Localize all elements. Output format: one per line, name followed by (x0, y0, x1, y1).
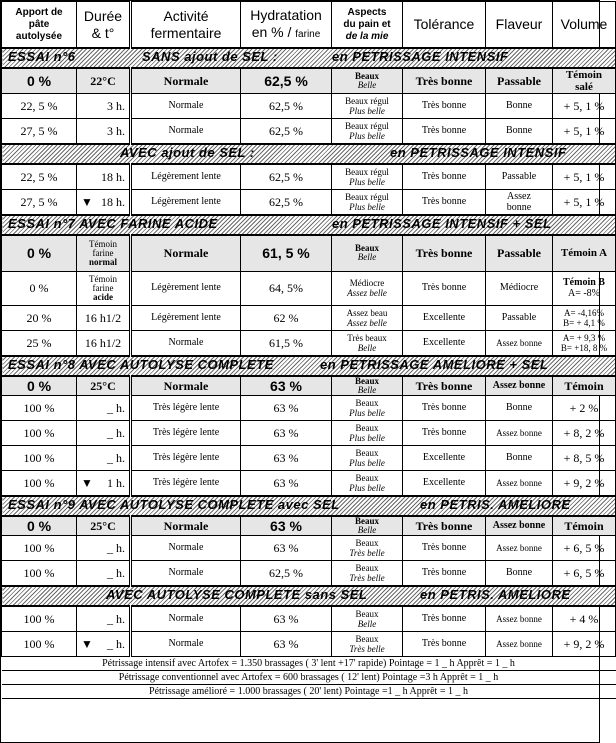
table-row: 0 % Témoin farine acide Légèrement lente 64, 5% Médiocre Assez belle Très bonne Médiocre Témoin B A= -8% (2, 271, 616, 305)
table-row: 100 % ▼ 1 h. Très légère lente 63 % Beaux Plus belle Excellente Assez bonne + 9, 2 % (2, 470, 616, 496)
table-row: 0 % 22°C Normale 62,5 % Beaux Belle Très bonne Passable Témoin salé (2, 68, 616, 94)
down-arrow-icon: ▼ (81, 475, 93, 490)
header-tolerance: Tolérance (403, 2, 486, 49)
down-arrow-icon: ▼ (81, 195, 93, 209)
table-row: 100 % _ h. Normale 63 % Beaux Belle Très bonne Assez bonne + 4 % (2, 606, 616, 632)
footer-note: Pétrissage amélioré = 1.000 brassages ( 20' lent) Pointage =1 _ h Apprêt = 1 _ h (2, 684, 616, 698)
header-flaveur: Flaveur (486, 2, 553, 49)
results-table (1, 1, 616, 699)
table-row: 100 % _ h. Normale 62,5 % Beaux Très belle Très bonne Bonne + 6, 5 % (2, 560, 616, 586)
section-essai9: ESSAI n°9 AVEC AUTOLYSE COMPLETE avec SEL en PETRIS. AMELIORE (2, 496, 616, 516)
header-apport: Apport de pâte autolysée (2, 2, 77, 49)
section-essai7: ESSAI n°7 AVEC FARINE ACIDE en PETRISSAGE INTENSIF + SEL (2, 215, 616, 235)
table-row: 20 % 16 h1/2 Légèrement lente 62 % Assez beau Assez belle Excellente Passable A= -4,16% B= + 4,1 % (2, 305, 616, 330)
table-row: 100 % ▼ _ h. Normale 63 % Beaux Très belle Très bonne Assez bonne + 9, 2 % (2, 631, 616, 656)
section-essai6-sans: ESSAI n°6 SANS ajout de SEL : en PETRISSAGE INTENSIF (2, 48, 616, 68)
header-duree: Durée & t° (77, 2, 131, 49)
down-arrow-icon: ▼ (81, 636, 93, 651)
header-volume: Volume (553, 2, 616, 49)
table-row: 27, 5 % 3 h. Normale 62,5 % Beaux régul Plus belle Très bonne Bonne + 5, 1 % (2, 119, 616, 145)
table-row: 22, 5 % 3 h. Normale 62,5 % Beaux régul Plus belle Très bonne Bonne + 5, 1 % (2, 94, 616, 119)
table-row: 25 % 16 h1/2 Normale 61,5 % Très beaux Belle Excellente Assez bonne A= + 9,3 % B= +18, 8 % (2, 330, 616, 356)
header-hydratation: Hydratation en % / farine (241, 2, 332, 49)
table-row: 100 % _ h. Normale 63 % Beaux Très belle Très bonne Assez bonne + 6, 5 % (2, 535, 616, 560)
header-row (2, 2, 616, 49)
table-row: 27, 5 % ▼ 18 h. Légèrement lente 62,5 % Beaux régul Plus belle Très bonne Assez bonne + 5, 1 % (2, 190, 616, 216)
header-aspects: Aspects du pain et de la mie (332, 2, 403, 49)
section-essai8: ESSAI n°8 AVEC AUTOLYSE COMPLETE en PETRISSAGE AMELIORE + SEL (2, 356, 616, 376)
header-activite: Activité fermentaire (131, 2, 241, 49)
table-row: 0 % 25°C Normale 63 % Beaux Belle Très bonne Assez bonne Témoin (2, 376, 616, 396)
footer-note: Pétrissage intensif avec Artofex = 1.350 brassages ( 3' lent +17' rapide) Pointage = 1 _ h Apprêt = 1 _ h (2, 656, 616, 670)
section-essai9-sans-sel: AVEC AUTOLYSE COMPLETE sans SEL en PETRIS. AMELIORE (2, 586, 616, 606)
table-row: 100 % _ h. Très légère lente 63 % Beaux Plus belle Excellente Bonne + 8, 5 % (2, 445, 616, 470)
table-row: 100 % _ h. Très légère lente 63 % Beaux Plus belle Très bonne Assez bonne + 8, 2 % (2, 420, 616, 445)
table-row: 0 % 25°C Normale 63 % Beaux Belle Très bonne Assez bonne Témoin (2, 516, 616, 536)
section-essai6-avec: AVEC ajout de SEL : en PETRISSAGE INTENSIF (2, 144, 616, 164)
table-row: 22, 5 % 18 h. Légèrement lente 62,5 % Beaux régul Plus belle Très bonne Passable + 5, 1 % (2, 164, 616, 190)
footer-note: Pétrissage conventionnel avec Artofex = 600 brassages ( 12' lent) Pointage =3 h Apprêt = 1 _ h (2, 670, 616, 684)
table-row: 100 % _ h. Très légère lente 63 % Beaux Plus belle Très bonne Bonne + 2 % (2, 395, 616, 420)
table-row: 0 % Témoin farine normal Normale 61, 5 % Beaux Belle Très bonne Passable Témoin A (2, 235, 616, 271)
